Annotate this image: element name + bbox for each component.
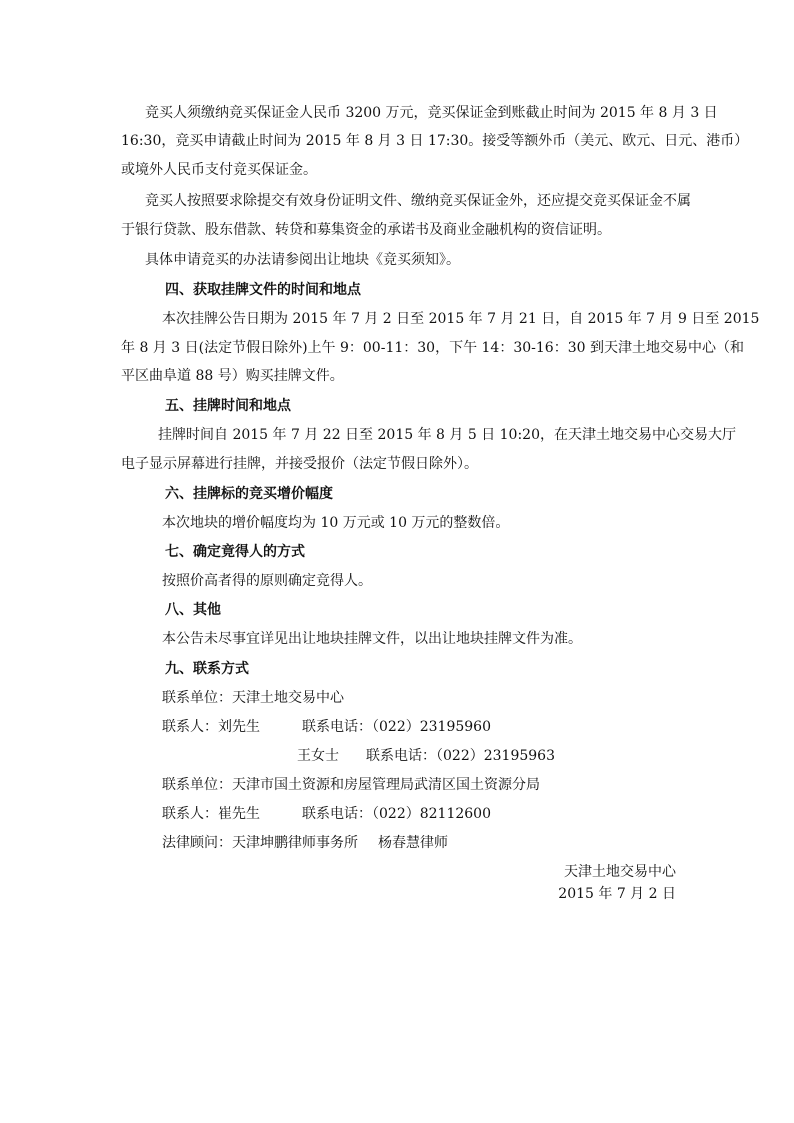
deposit-paragraph-line-1: 竞买人须缴纳竞买保证金人民币 3200 万元，竞买保证金到账截止时间为 2015 年 8 月 3 日: [145, 105, 718, 121]
contact-person-1: 联系人：刘先生: [162, 719, 260, 735]
signature-organization: 天津土地交易中心: [564, 864, 676, 880]
certification-paragraph-line-2: 于银行贷款、股东借款、转贷和募集资金的承诺书及商业金融机构的资信证明。: [121, 222, 611, 238]
contact-phone-3: 联系电话：（022）82112600: [302, 806, 491, 822]
section-8-line-1: 本公告未尽事宜详见出让地块挂牌文件，以出让地块挂牌文件为准。: [162, 631, 582, 647]
certification-paragraph-line-1: 竞买人按照要求除提交有效身份证明文件、缴纳竞买保证金外，还应提交竞买保证金不属: [145, 193, 691, 209]
section-5-line-1: 挂牌时间自 2015 年 7 月 22 日至 2015 年 8 月 5 日 10:20，在天津土地交易中心交易大厅: [158, 427, 736, 443]
contact-phone-1: 联系电话：（022）23195960: [302, 719, 491, 735]
section-8-heading: 八、其他: [165, 602, 221, 618]
deposit-paragraph-line-3: 或境外人民币支付竞买保证金。: [121, 162, 317, 178]
contact-unit-2: 联系单位：天津市国土资源和房屋管理局武清区国土资源分局: [162, 777, 540, 793]
section-5-line-2: 电子显示屏幕进行挂牌，并接受报价（法定节假日除外）。: [121, 456, 478, 472]
section-4-line-1: 本次挂牌公告日期为 2015 年 7 月 2 日至 2015 年 7 月 21 日，自 2015 年 7 月 9 日至 2015: [162, 311, 760, 327]
deposit-paragraph-line-2: 16:30，竞买申请截止时间为 2015 年 8 月 3 日 17:30。接受等额外币（美元、欧元、日元、港币）: [121, 133, 749, 149]
section-4-heading: 四、获取挂牌文件的时间和地点: [165, 282, 361, 298]
section-4-line-3: 平区曲阜道 88 号）购买挂牌文件。: [121, 368, 344, 384]
section-7-line-1: 按照价高者得的原则确定竞得人。: [162, 573, 372, 589]
contact-person-3: 联系人：崔先生: [162, 806, 260, 822]
signature-date: 2015 年 7 月 2 日: [558, 886, 676, 902]
section-4-line-2: 年 8 月 3 日(法定节假日除外)上午 9：00-11：30，下午 14：30-16：30 到天津土地交易中心（和: [121, 340, 744, 356]
application-method-paragraph: 具体申请竞买的办法请参阅出让地块《竞买须知》。: [145, 252, 460, 268]
legal-advisor: 法律顾问：天津坤鹏律师事务所: [162, 835, 358, 851]
section-5-heading: 五、挂牌时间和地点: [165, 398, 291, 414]
lawyer-name: 杨春慧律师: [378, 835, 448, 851]
section-9-heading: 九、联系方式: [165, 661, 249, 677]
contact-person-2: 王女士: [297, 748, 339, 764]
section-7-heading: 七、确定竟得人的方式: [165, 544, 305, 560]
section-6-line-1: 本次地块的增价幅度均为 10 万元或 10 万元的整数倍。: [162, 515, 510, 531]
section-6-heading: 六、挂牌标的竞买增价幅度: [165, 486, 333, 502]
contact-phone-2: 联系电话：（022）23195963: [366, 748, 555, 764]
contact-unit-1: 联系单位：天津土地交易中心: [162, 690, 344, 706]
